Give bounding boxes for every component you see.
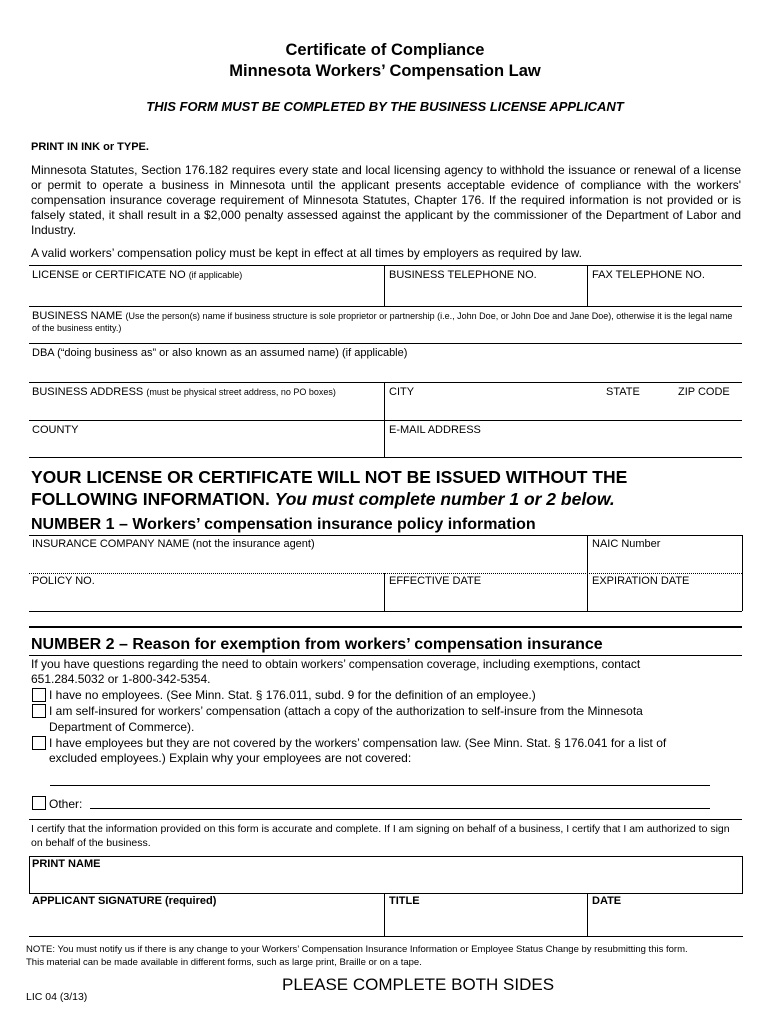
no-employees-label: I have no employees. (See Minn. Stat. § 176.011, subd. 9 for the definition of an employee.) [49,688,536,702]
license-no-field[interactable] [32,269,242,282]
license-no-label: LICENSE or CERTIFICATE NO [32,269,186,281]
grid-divider [742,535,743,611]
grid-line [29,819,742,820]
county-field[interactable]: COUNTY [32,424,79,436]
other-input-line[interactable] [90,808,710,809]
grid-divider [384,265,385,306]
number2-heading: NUMBER 2 – Reason for exemption from workers’ compensation insurance [31,636,603,653]
license-no-note: (if applicable) [188,270,243,280]
grid-divider [587,893,588,936]
date-field[interactable]: DATE [592,895,622,907]
print-name-field[interactable] [29,856,743,894]
title-field[interactable]: TITLE [389,895,420,907]
form-subtitle-law: Minnesota Workers’ Compensation Law [229,62,541,80]
accessibility-notice: This material can be made available in different forms, such as large print, Braille or on a tape. [26,957,422,968]
exemption-questions-line1: If you have questions regarding the need to obtain workers’ compensation coverage, including exemptions, contact [31,657,641,671]
business-phone-field[interactable]: BUSINESS TELEPHONE NO. [389,269,537,281]
form-id: LIC 04 (3/13) [26,991,88,1003]
signature-field[interactable]: APPLICANT SIGNATURE (required) [32,895,217,907]
self-insured-checkbox[interactable] [32,704,46,718]
grid-line [29,457,742,458]
section-divider [29,626,742,628]
policy-no-field[interactable]: POLICY NO. [32,575,95,587]
warning-required: FOLLOWING INFORMATION. [31,489,270,509]
warning-line1: YOUR LICENSE OR CERTIFICATE WILL NOT BE ISSUED WITHOUT THE [31,467,628,487]
grid-line [29,265,742,266]
print-note: PRINT IN INK or TYPE. [31,141,149,153]
insurance-company-field[interactable]: INSURANCE COMPANY NAME (not the insurance agent) [32,538,315,550]
grid-divider [384,893,385,936]
grid-line [29,655,742,656]
not-covered-label-line1: I have employees but they are not covered by the workers’ compensation law. (See Minn. Stat. § 176.041 for a list of [49,736,667,750]
naic-field[interactable]: NAIC Number [592,538,661,550]
certification-text: I certify that the information provided on this form is accurate and complete. If I am signing on behalf of a business, I certify that I am authorized to sign on behalf of the business. [31,823,730,849]
grid-line [29,611,742,612]
business-name-field[interactable] [32,310,740,334]
statute-paragraph: Minnesota Statutes, Section 176.182 requires every state and local licensing agency to withhold the issuance or renewal of a license or permit to operate a business in Minnesota until the applicant presents acceptable evidence of compliance with the workers' compensation insurance coverage requirement of Minnesota Statutes, Chapter 176. If the required information is not provided or is falsely stated, it shall result in a $2,000 penalty assessed against the applicant by the commissioner of the Department of Labor and Industry. [31,163,741,237]
self-insured-label-line1: I am self-insured for workers’ compensation (attach a copy of the authorization to self-insure from the Minnesota [49,704,643,718]
city-field[interactable]: CITY [389,386,415,398]
business-address-note: (must be physical street address, no PO boxes) [146,387,336,397]
fax-phone-field[interactable]: FAX TELEPHONE NO. [592,269,705,281]
exemption-questions-line2: 651.284.5032 or 1-800-342-5354. [31,672,211,686]
business-address-field[interactable] [32,386,336,399]
zip-field[interactable]: ZIP CODE [678,386,730,398]
no-employees-checkbox[interactable] [32,688,46,702]
grid-divider [384,382,385,457]
warning-complete-note: You must complete number 1 or 2 below. [274,489,615,509]
expiration-date-field[interactable]: EXPIRATION DATE [592,575,690,587]
grid-line [29,573,742,574]
business-name-label: BUSINESS NAME [32,310,123,322]
grid-line [29,535,742,536]
email-field[interactable]: E-MAIL ADDRESS [389,424,481,436]
print-name-label: PRINT NAME [32,858,101,870]
change-notice: NOTE: You must notify us if there is any change to your Workers’ Compensation Insurance Information or Employee Status Change by resubmitting this form. [26,944,688,955]
state-field[interactable]: STATE [606,386,640,398]
policy-paragraph: A valid workers’ compensation policy must be kept in effect at all times by employers as required by law. [31,246,582,260]
not-covered-label-line2: excluded employees.) Explain why your employees are not covered: [49,751,412,765]
number1-heading: NUMBER 1 – Workers’ compensation insurance policy information [31,516,536,533]
grid-line [29,936,743,937]
form-title: Certificate of Compliance [285,41,485,59]
grid-line [29,343,742,344]
not-covered-checkbox[interactable] [32,736,46,750]
effective-date-field[interactable]: EFFECTIVE DATE [389,575,482,587]
other-label: Other: [49,797,83,811]
warning-line2 [31,488,615,510]
dba-field[interactable]: DBA (“doing business as” or also known as an assumed name) (if applicable) [32,347,408,359]
grid-line [29,306,742,307]
grid-line [29,893,743,894]
self-insured-label-line2: Department of Commerce). [49,720,195,734]
grid-divider [587,535,588,611]
grid-divider [587,265,588,306]
other-checkbox[interactable] [32,796,46,810]
applicant-instruction: THIS FORM MUST BE COMPLETED BY THE BUSINESS LICENSE APPLICANT [146,99,624,114]
business-name-note: (Use the person(s) name if business structure is sole proprietor or partnership (i.e., John Doe, or John Doe and Jane Doe), otherwise it is the legal name of the business entity.) [32,311,733,333]
complete-both-sides: PLEASE COMPLETE BOTH SIDES [282,975,555,994]
grid-line [29,420,742,421]
grid-line [29,382,742,383]
grid-divider [384,573,385,611]
explanation-input-line[interactable] [50,785,710,786]
business-address-label: BUSINESS ADDRESS [32,386,144,398]
